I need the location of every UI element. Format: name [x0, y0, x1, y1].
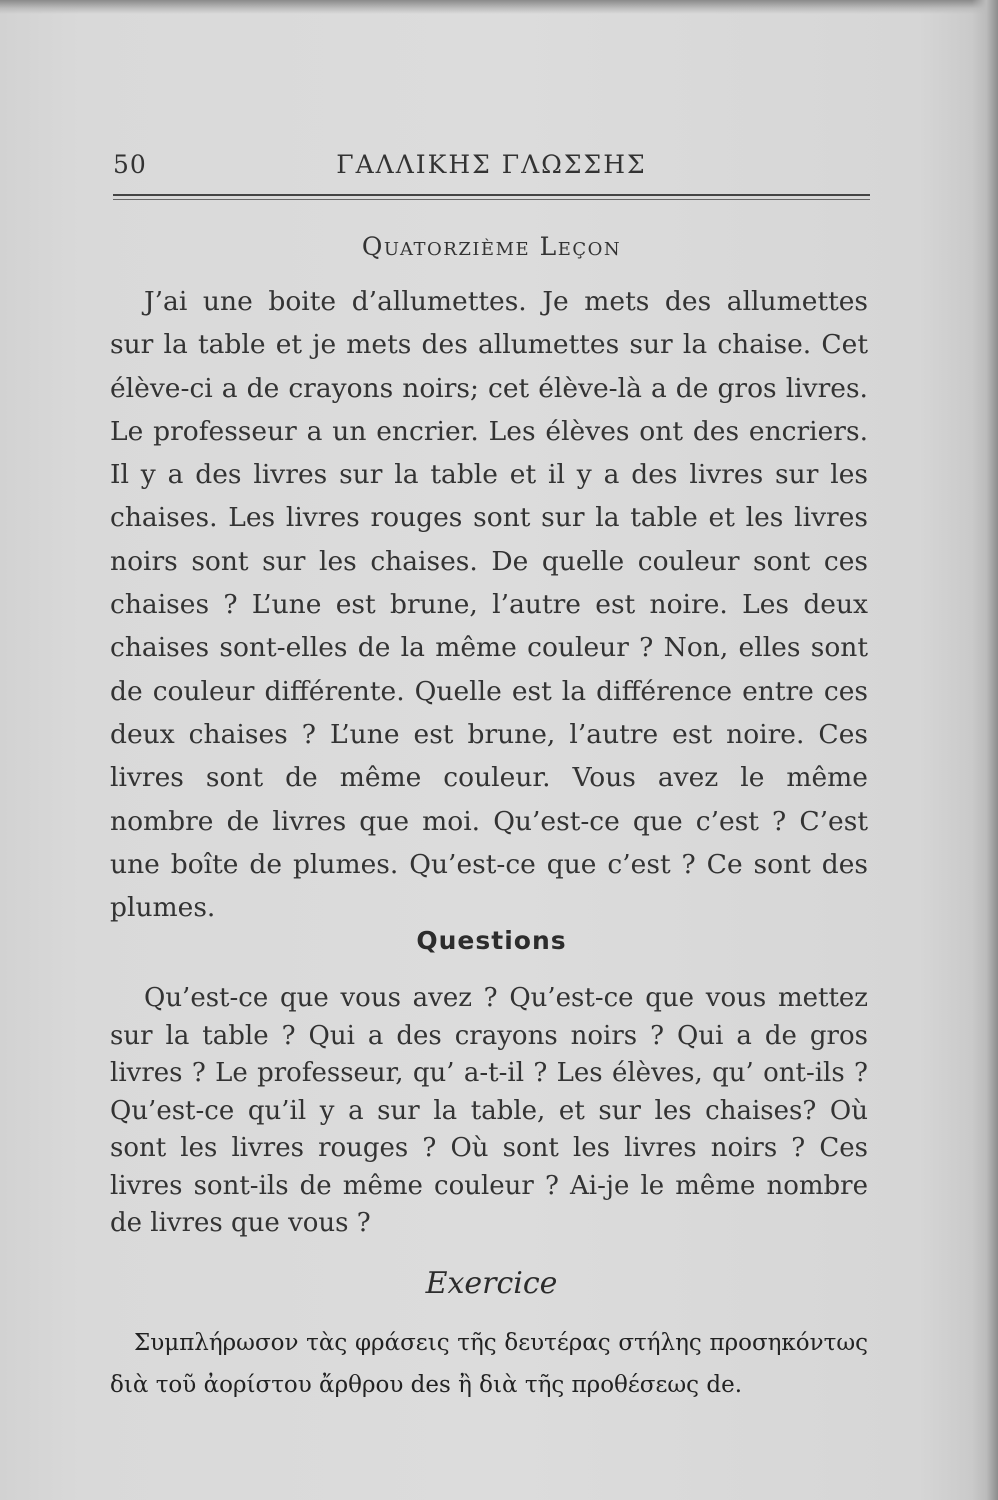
running-head: ΓΑΛΛΙΚΗΣ ΓΛΩΣΣΗΣ — [336, 150, 647, 179]
page-binding-shadow — [972, 0, 998, 1500]
page-number: 50 — [113, 150, 147, 179]
exercise-heading: Exercice — [425, 1266, 558, 1301]
exercise-instruction: Συμπλήρωσον τὰς φράσεις τῆς δευτέρας στήλης προσηκόντως διὰ τοῦ ἀορίστου ἄρθρου des ἢ διὰ τῆς προθέσεως de. — [110, 1330, 868, 1398]
questions-text: Qu’est-ce que vous avez ? Qu’est-ce que vous mettez sur la table ? Qui a des crayons noirs ? Qui a de gros livres ? Le professeur, qu’ a-t-il ? Les élèves, qu’ ont-ils ? Qu’est-ce qu’il y a sur la table, et sur les chaises? Où sont les livres rouges ? Où sont les livres noirs ? Ces livres sont-ils de même couleur ? Ai-je le même nombre de livres que vous ? — [110, 983, 868, 1238]
header-rule — [113, 194, 870, 196]
header-rule-thin — [113, 199, 870, 200]
lesson-text: J’ai une boite d’allumettes. Je mets des allumettes sur la table et je mets des allumettes sur la chaise. Cet élève-ci a de crayons noirs; cet élève-là a de gros livres. Le professeur a un encrier. Les élèves ont des encriers. Il y a des livres sur la table et il y a des livres sur les chaises. Les livres rouges sont sur la table et les livres noirs sont sur les chaises. De quelle couleur sont ces chaises ? L’une est brune, l’autre est noire. Les deux chaises sont-elles de la même couleur ? Non, elles sont de couleur différente. Quelle est la différence entre ces deux chaises ? L’une est brune, l’autre est noire. Ces livres sont de même couleur. Vous avez le même nombre de livres que moi. Qu’est-ce que c’est ? C’est une boîte de plumes. Qu’est-ce que c’est ? Ce sont des plumes. — [110, 286, 868, 924]
page-top-shadow — [0, 0, 998, 14]
questions-heading: Questions — [416, 926, 567, 955]
lesson-title: Quatorzième Leçon — [361, 232, 622, 261]
page-header — [113, 150, 870, 190]
